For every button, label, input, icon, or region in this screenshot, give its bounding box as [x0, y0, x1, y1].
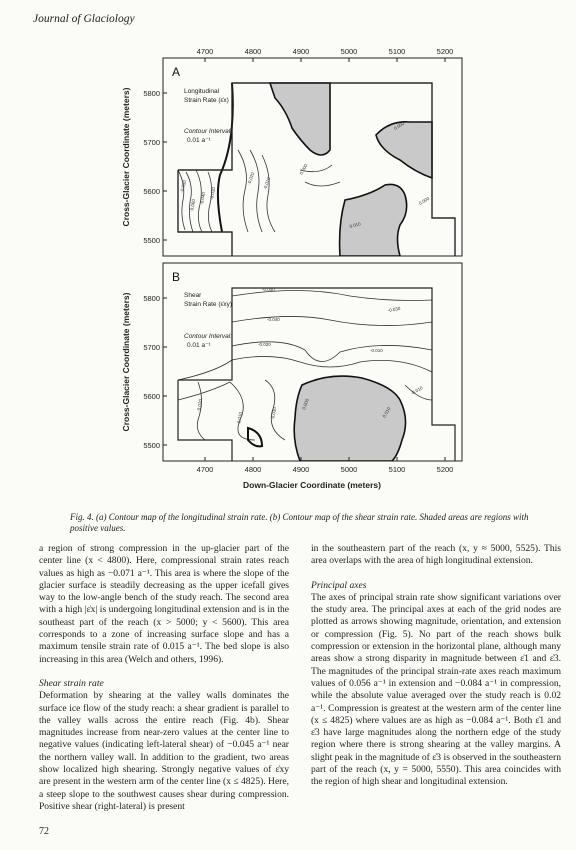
section-heading: Principal axes: [311, 579, 367, 591]
contour-label: -0.060: [189, 198, 197, 213]
x-tick-top: 4800: [244, 47, 262, 56]
contour-label: -0.050: [179, 179, 188, 194]
contour-label: -0.010: [410, 385, 424, 396]
contour-label: 0.000: [298, 163, 309, 176]
panel-b-y-label: Cross-Glacier Coordinate (meters): [121, 292, 131, 432]
contour-label: 0.010: [348, 221, 362, 229]
x-tick-top: 5200: [436, 47, 454, 56]
contour-label: -0.020: [196, 398, 204, 413]
page-number: 72: [39, 826, 49, 837]
paragraph: The axes of principal strain rate show significant variations over the study area. The principal axes at each of the grid nodes are plotted as arrows showing magnitude, orientation, and extension or compression (Fig. 5). No part of the reach shows bulk compression or extension in the horizontal plane, although many areas show a strong disparity in magnitude between ε̇1 and ε̇3. The magnitudes of the principal strain-rate axes reach maximum values of 0.056 a⁻¹ in extension and −0.084 a⁻¹ in compression, while the absolute value averaged over the study reach is 0.02 a⁻¹. Compression is greatest at the western arm of the center line (x ≤ 4825) where values are as high as −0.084 a⁻¹. Both ε̇1 and ε̇3 have large magnitudes along the northern edge of the study region where there is strong shearing at the valley margins. A slight peak in the magnitude of ε̇3 is observed in the southeastern part of the reach (x, y = 5000, 5550). This area coincides with the region of high shear and longitudinal extension.: [311, 591, 561, 788]
panel-a-y-label: Cross-Glacier Coordinate (meters): [121, 87, 131, 227]
contour-label: -0.040: [267, 317, 280, 322]
x-tick-bottom: 4800: [244, 465, 262, 474]
panel-a-title: Longitudinal: [184, 88, 220, 95]
x-tick-bottom: 4900: [292, 465, 310, 474]
contour-label: 0.000: [301, 398, 310, 411]
panel-a-interval-value: 0.01 a⁻¹: [187, 137, 211, 144]
panel-b-title: Shear: [184, 292, 202, 299]
x-tick-bottom: 5000: [340, 465, 358, 474]
panel-b-interval-value: 0.01 a⁻¹: [187, 342, 211, 349]
x-tick-top: 5100: [388, 47, 406, 56]
panel-b-letter: B: [172, 270, 181, 284]
panel-a-letter: A: [172, 65, 181, 79]
panel-b-interval-label: Contour Interval:: [184, 333, 233, 340]
left-column: [39, 543, 289, 813]
contour-label: -0.030: [270, 406, 278, 421]
paragraph: a region of strong compression in the up-glacier part of the center line (x < 4800). Here, compressional strain rates reach values as high as −0.071 a⁻¹. This area is where the slope of the glacier surface is steadily decreasing as the upper icefall gives way to the low-angle bench of the study reach. The second area with a high |ε̇x| is undergoing longitudinal extension and is in the southeast part of the reach (x > 5000; y < 5600). This area corresponds to a zone of increasing surface slope and has a maximum tensile strain rate of 0.015 a⁻¹. The bed slope is also increasing in this area (Welch and others, 1996).: [39, 543, 289, 665]
x-tick-bottom: 5200: [436, 465, 454, 474]
panel-a-interval-label: Contour Interval:: [184, 128, 233, 135]
x-tick-top: 4700: [196, 47, 214, 56]
panel-a-title: Strain Rate (ε̇x): [184, 97, 229, 104]
paragraph: Deformation by shearing at the valley walls dominates the surface ice flow of the study reach: a shear gradient is parallel to the valley walls across the entire reach (Fig. 4b). Shear magnitudes increase from near-zero values at the center line to negative values (indicating left-lateral shear) of −0.045 a⁻¹ near the northern valley wall. In addition to the gradient, two areas show localized high shearing. Strongly negative values of ε̇xy are present in the western arm of the center line (x ≤ 4825). Here, a steep slope to the southwest causes shear during compression. Positive shear (right-lateral) is present: [39, 690, 289, 812]
figure-caption: Fig. 4. (a) Contour map of the longitudinal strain rate. (b) Contour map of the shear strain rate. Shaded areas are regions with positive values.: [70, 512, 529, 533]
x-tick-top: 5000: [340, 47, 358, 56]
contour-label: 0.010: [381, 406, 392, 419]
contour-label: 0.000: [418, 195, 431, 206]
x-tick-bottom: 5100: [388, 465, 406, 474]
contour-label: -0.040: [199, 191, 207, 206]
y-tick: 5600: [143, 187, 160, 196]
contour-label: -0.010: [236, 411, 244, 426]
y-tick: 5600: [143, 392, 160, 401]
paragraph: in the southeastern part of the reach (x, y ≈ 5000, 5525). This area overlaps with the area of high longitudinal extension.: [311, 543, 561, 567]
y-tick: 5800: [143, 89, 160, 98]
contour-label: -0.040: [262, 287, 275, 292]
y-tick: 5500: [143, 441, 160, 450]
contour-label: -0.010: [262, 176, 272, 191]
y-tick: 5800: [143, 294, 160, 303]
x-tick-top: 4900: [292, 47, 310, 56]
y-tick: 5700: [143, 343, 160, 352]
contour-label: -0.020: [258, 342, 271, 347]
contour-label: -0.020: [246, 171, 256, 186]
panel-b-positive-region: [294, 376, 405, 461]
contour-label: 0.000: [393, 120, 406, 131]
contour-label: -0.030: [387, 305, 401, 313]
contour-label: -0.030: [209, 186, 217, 201]
x-tick-bottom: 4700: [196, 465, 214, 474]
y-tick: 5500: [143, 236, 160, 245]
y-tick: 5700: [143, 138, 160, 147]
contour-label: -0.010: [370, 348, 383, 353]
panel-b-title: Strain Rate (ε̇xy): [184, 301, 233, 308]
right-column: [311, 543, 561, 789]
x-axis-label: Down-Glacier Coordinate (meters): [243, 480, 381, 490]
section-heading: Shear strain rate: [39, 677, 104, 689]
journal-title: Journal of Glaciology: [33, 13, 135, 25]
